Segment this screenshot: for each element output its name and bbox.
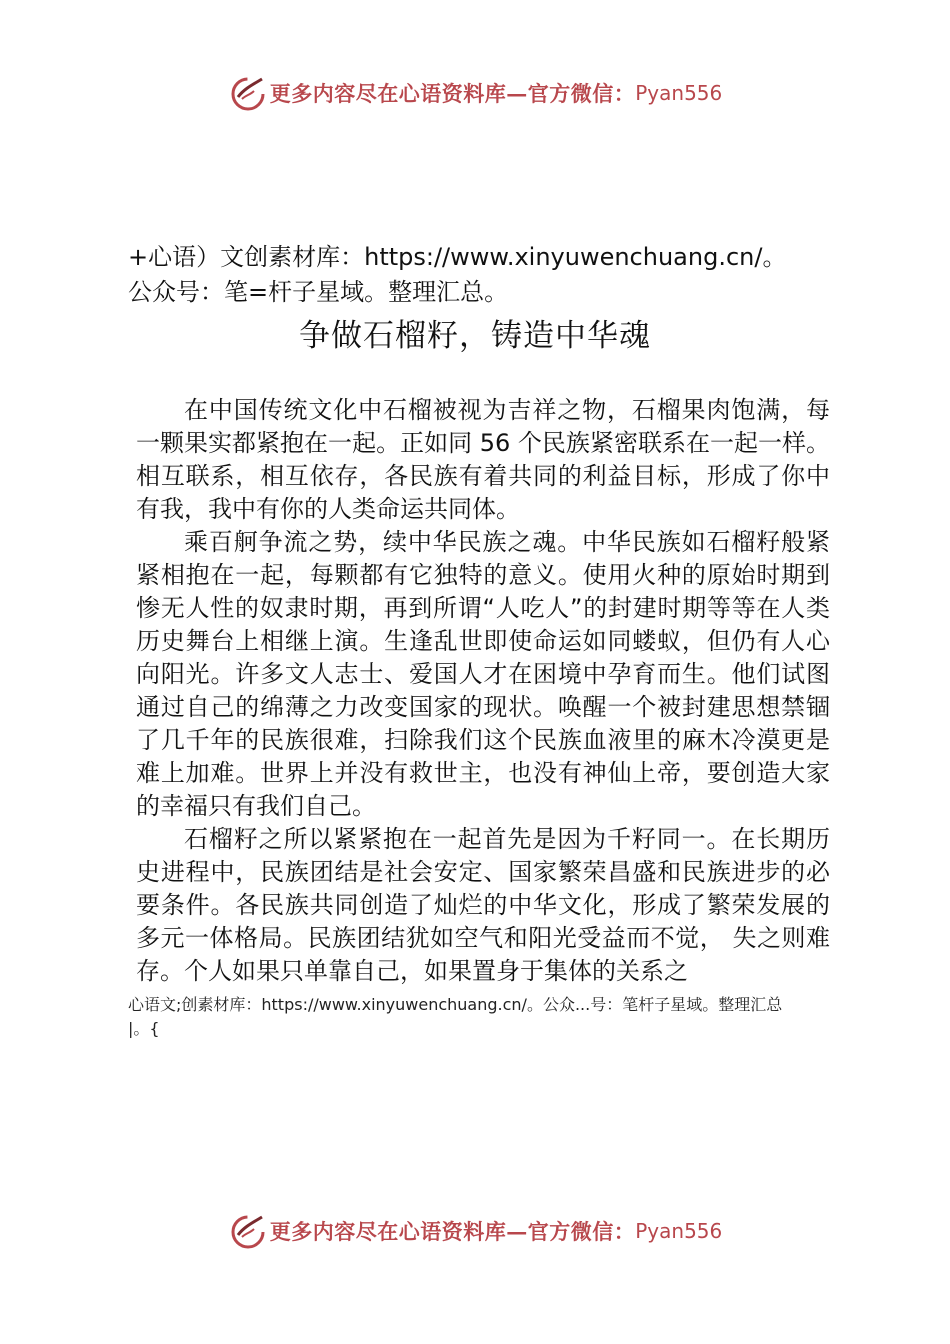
footer-line: |。{: [128, 1019, 160, 1038]
paragraph: 在中国传统文化中石榴被视为吉祥之物，石榴果肉饱满，每一颗果实都紧抱在一起。正如同 56 个民族紧密联系在一起一样。相互联系，相互依存，各民族有着共同的利益目标，形成了你中有我，我中有你的人类命运共同体。: [136, 396, 830, 523]
paragraph: 石榴籽之所以紧紧抱在一起首先是因为千籽同一。在长期历史进程中，民族团结是社会安定、国家繁荣昌盛和民族进步的必要条件。各民族共同创造了灿烂的中华文化，形成了繁荣发展的多元一体格局。民族团结犹如空气和阳光受益而不觉， 失之则难存。个人如果只单靠自己，如果置身于集体的关系之: [136, 825, 830, 985]
banner-wechat-id: Pyan556: [635, 1219, 723, 1243]
footer-line: 心语文;创素材库：https://www.xinyuwenchuang.cn/。公众...号：笔杆子星域。整理汇总: [128, 995, 783, 1014]
header-lines: [128, 240, 868, 310]
banner-wechat-id: Pyan556: [635, 81, 723, 105]
bottom-banner: [0, 1206, 950, 1256]
header-line: 公众号：笔=杆子星域。整理汇总。: [128, 278, 509, 306]
top-banner: [0, 68, 950, 118]
paragraph: 乘百舸争流之势，续中华民族之魂。中华民族如石榴籽般紧紧相抱在一起，每颗都有它独特的意义。使用火种的原始时期到惨无人性的奴隶时期，再到所谓“人吃人”的封建时期等等在人类历史舞台上相继上演。生逢乱世即使命运如同蝼蚁，但仍有人心向阳光。许多文人志士、爱国人才在困境中孕育而生。他们试图通过自己的绵薄之力改变国家的现状。唤醒一个被封建思想禁锢了几千年的民族很难，扫除我们这个民族血液里的麻木冷漠更是难上加难。世界上并没有救世主，也没有神仙上帝，要创造大家的幸福只有我们自己。: [136, 528, 830, 820]
header-line: +心语）文创素材库：https://www.xinyuwenchuang.cn/。: [128, 243, 787, 271]
logo-icon: [228, 1211, 268, 1251]
banner-text: 更多内容尽在心语资料库—官方微信：: [269, 1219, 636, 1244]
banner-text: 更多内容尽在心语资料库—官方微信：: [269, 81, 636, 106]
logo-icon: [228, 73, 268, 113]
article-body: [136, 394, 830, 988]
footer-lines: [128, 993, 848, 1041]
document-title: 争做石榴籽，铸造中华魂: [299, 318, 651, 354]
